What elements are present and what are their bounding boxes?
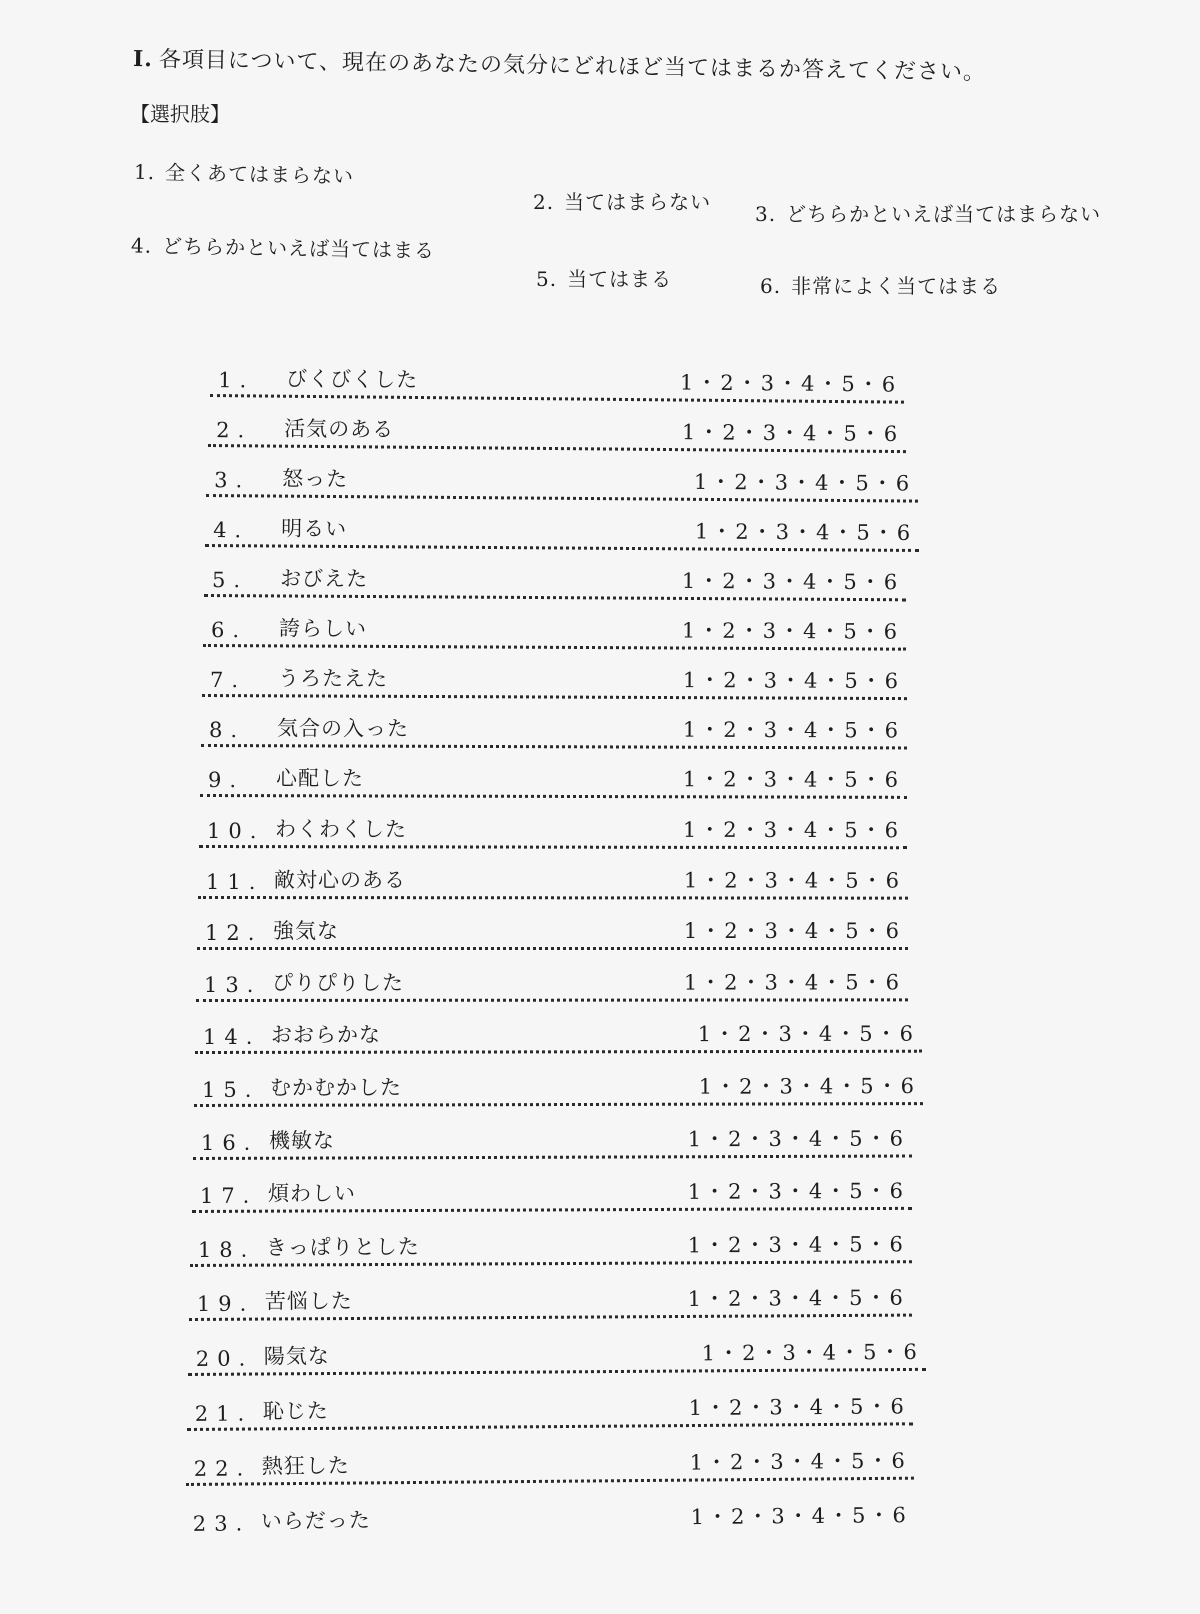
question-text: わくわくした — [275, 817, 408, 842]
answer-scale[interactable]: 1・2・3・4・5・6 — [681, 618, 901, 644]
choice-6 — [760, 270, 1001, 299]
answer-scale[interactable]: 1・2・3・4・5・6 — [689, 1448, 908, 1475]
question-text: 誇らしい — [279, 616, 368, 641]
question-text: 気合の入った — [277, 716, 410, 741]
question-number: 13. — [203, 972, 262, 997]
choice-number: 5. — [536, 267, 558, 291]
question-item — [194, 1066, 923, 1107]
question-text: 陽気な — [263, 1344, 330, 1369]
question-number: 11. — [206, 870, 264, 895]
answer-scale[interactable]: 1・2・3・4・5・6 — [698, 1074, 917, 1099]
answer-scale[interactable]: 1・2・3・4・5・6 — [687, 1285, 906, 1311]
choice-3 — [755, 198, 1101, 227]
question-number: 7. — [210, 668, 247, 693]
choice-text: どちらかといえば当てはまる — [161, 233, 436, 263]
question-number: 14. — [202, 1024, 261, 1049]
choice-number: 3. — [755, 202, 777, 226]
answer-scale[interactable]: 1・2・3・4・5・6 — [682, 668, 902, 694]
question-item — [204, 558, 906, 601]
question-number: 3. — [214, 468, 251, 493]
question-text: きっぱりとした — [265, 1234, 420, 1260]
answer-scale[interactable]: 1・2・3・4・5・6 — [681, 420, 901, 447]
question-item — [201, 708, 907, 749]
question-text: 敵対心のある — [274, 868, 407, 893]
question-number: 9. — [208, 768, 245, 793]
question-number: 4. — [213, 518, 250, 543]
answer-scale[interactable]: 1・2・3・4・5・6 — [679, 370, 899, 397]
question-number: 17. — [199, 1183, 258, 1208]
question-item — [205, 508, 919, 552]
question-item — [199, 809, 907, 849]
question-item — [188, 1332, 926, 1376]
question-number: 23. — [192, 1511, 251, 1536]
answer-scale[interactable]: 1・2・3・4・5・6 — [697, 1021, 916, 1047]
choice-text: 当てはまる — [567, 267, 673, 291]
choice-text: どちらかといえば当てはまらない — [786, 202, 1102, 226]
answer-scale[interactable]: 1・2・3・4・5・6 — [690, 1503, 909, 1530]
choice-5 — [536, 263, 672, 292]
question-text: ぴりぴりした — [271, 970, 404, 995]
question-text: 活気のある — [284, 416, 395, 442]
question-text: うろたえた — [278, 666, 389, 691]
question-item — [190, 1224, 912, 1267]
question-text: むかむかした — [269, 1075, 402, 1100]
question-text: 明るい — [281, 516, 348, 541]
question-item — [198, 860, 908, 900]
choice-4 — [131, 229, 436, 263]
question-number: 15. — [201, 1077, 260, 1102]
answer-scale[interactable]: 1・2・3・4・5・6 — [683, 919, 902, 943]
question-text: おびえた — [280, 566, 369, 592]
question-item — [185, 1495, 915, 1538]
question-number: 20. — [195, 1346, 254, 1371]
question-item — [186, 1441, 914, 1486]
choice-number: 4. — [130, 233, 153, 258]
question-item — [196, 962, 908, 1002]
answer-scale[interactable]: 1・2・3・4・5・6 — [683, 970, 902, 995]
question-number: 19. — [196, 1291, 255, 1316]
answer-scale[interactable]: 1・2・3・4・5・6 — [687, 1178, 906, 1204]
instruction-heading — [133, 42, 986, 86]
choice-number: 1. — [133, 159, 156, 185]
question-item — [206, 458, 918, 503]
choice-number: 6. — [760, 274, 782, 298]
question-item — [189, 1278, 912, 1321]
choice-text: 全くあてはまらない — [164, 160, 355, 189]
question-item — [200, 758, 907, 799]
answer-scale[interactable]: 1・2・3・4・5・6 — [682, 817, 902, 843]
question-item — [192, 1171, 912, 1213]
answer-scale[interactable]: 1・2・3・4・5・6 — [694, 519, 914, 545]
answer-scale[interactable]: 1・2・3・4・5・6 — [688, 1394, 907, 1421]
question-item — [197, 911, 908, 950]
question-text: 強気な — [273, 919, 339, 943]
question-item — [195, 1014, 922, 1054]
choice-text: 非常によく当てはまる — [791, 274, 1002, 298]
answer-scale[interactable]: 1・2・3・4・5・6 — [693, 469, 913, 496]
answer-scale[interactable]: 1・2・3・4・5・6 — [682, 767, 902, 792]
question-text: 恥じた — [262, 1398, 329, 1424]
question-number: 2. — [216, 418, 253, 443]
answer-scale[interactable]: 1・2・3・4・5・6 — [682, 717, 902, 743]
question-number: 5. — [212, 568, 249, 593]
question-text: 煩わしい — [267, 1181, 356, 1206]
question-number: 1. — [218, 368, 255, 393]
question-number: 10. — [207, 819, 265, 844]
question-item — [208, 408, 906, 453]
answer-scale[interactable]: 1・2・3・4・5・6 — [681, 568, 901, 595]
question-text: いらだった — [260, 1508, 371, 1534]
answer-scale[interactable]: 1・2・3・4・5・6 — [687, 1126, 906, 1152]
question-text: おおらかな — [270, 1022, 381, 1047]
question-item — [193, 1118, 912, 1160]
question-number: 21. — [194, 1401, 253, 1426]
choice-1 — [134, 156, 355, 190]
answer-scale[interactable]: 1・2・3・4・5・6 — [701, 1339, 920, 1366]
choice-2 — [533, 186, 711, 215]
choice-text: 当てはまらない — [564, 190, 712, 214]
question-item — [203, 608, 906, 651]
question-number: 8. — [209, 718, 246, 743]
section-number: Ⅰ. — [132, 46, 154, 73]
choice-number: 2. — [533, 190, 555, 214]
question-text: 心配した — [276, 766, 365, 791]
question-number: 18. — [197, 1237, 256, 1262]
question-text: 怒った — [282, 466, 349, 492]
choices-label: 【選択肢】 — [130, 102, 230, 126]
instruction-text: 各項目について、現在のあなたの気分にどれほど当てはまるか答えてください。 — [158, 47, 987, 86]
question-number: 22. — [193, 1456, 252, 1481]
question-number: 6. — [211, 618, 248, 643]
question-number: 12. — [205, 921, 263, 945]
question-text: 苦悩した — [264, 1288, 353, 1314]
question-item — [187, 1386, 913, 1431]
question-item — [202, 658, 907, 700]
answer-scale[interactable]: 1・2・3・4・5・6 — [683, 868, 903, 893]
question-item — [210, 358, 904, 404]
question-number: 16. — [200, 1130, 259, 1155]
answer-scale[interactable]: 1・2・3・4・5・6 — [687, 1232, 906, 1258]
question-text: 熱狂した — [261, 1453, 350, 1479]
question-text: びくびくした — [286, 366, 419, 392]
question-text: 機敏な — [268, 1128, 335, 1153]
